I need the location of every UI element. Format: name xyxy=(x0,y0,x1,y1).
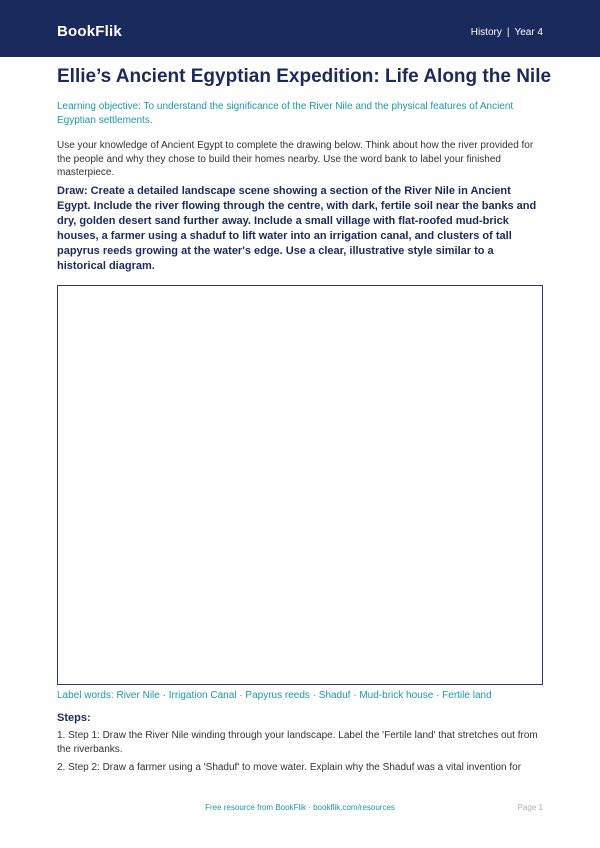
year-label: Year 4 xyxy=(514,27,543,38)
subject-label: History xyxy=(470,27,502,38)
step-item: 2. Step 2: Draw a farmer using a 'Shaduf' to move water. Explain why the Shaduf was a vital invention for xyxy=(57,762,522,773)
header-bar xyxy=(0,0,600,57)
page-title: Ellie’s Ancient Egyptian Expedition: Life Along the Nile xyxy=(57,66,552,87)
drawing-area[interactable] xyxy=(57,285,543,685)
footer-credit[interactable]: Free resource from BookFlik · bookflik.com/resources xyxy=(205,803,395,812)
meta-separator: | xyxy=(506,27,510,38)
learning-objective: Learning objective: To understand the significance of the River Nile and the physical features of Ancient Egyptian settlements. xyxy=(57,101,514,126)
drawing-task: Draw: Create a detailed landscape scene showing a section of the River Nile in Ancient Egypt. Include the river flowing through the centre, with dark, fertile soil near the banks and dry, golden desert sand further away. Include a small village with flat-roofed mud-brick houses, a farmer using a shaduf to lift water into an irrigation canal, and clusters of tall papyrus reeds growing at the water's edge. Use a clear, illustrative style similar to a historical diagram. xyxy=(57,185,537,272)
brand-logo[interactable]: BookFlik xyxy=(57,23,122,40)
word-bank: Label words: River Nile · Irrigation Canal · Papyrus reeds · Shaduf · Mud-brick house · Fertile land xyxy=(57,690,492,701)
step-item: 1. Step 1: Draw the River Nile winding through your landscape. Label the 'Fertile land' that stretches out from the riverbanks. xyxy=(57,730,538,755)
steps-heading: Steps: xyxy=(57,712,91,724)
intro-paragraph: Use your knowledge of Ancient Egypt to complete the drawing below. Think about how the river provided for the people and why they chose to build their homes nearby. Use the word bank to label your finished masterpiece. xyxy=(57,140,534,178)
subject-year-label xyxy=(471,27,543,38)
page-number: Page 1 xyxy=(517,803,543,812)
steps-list xyxy=(57,729,543,777)
